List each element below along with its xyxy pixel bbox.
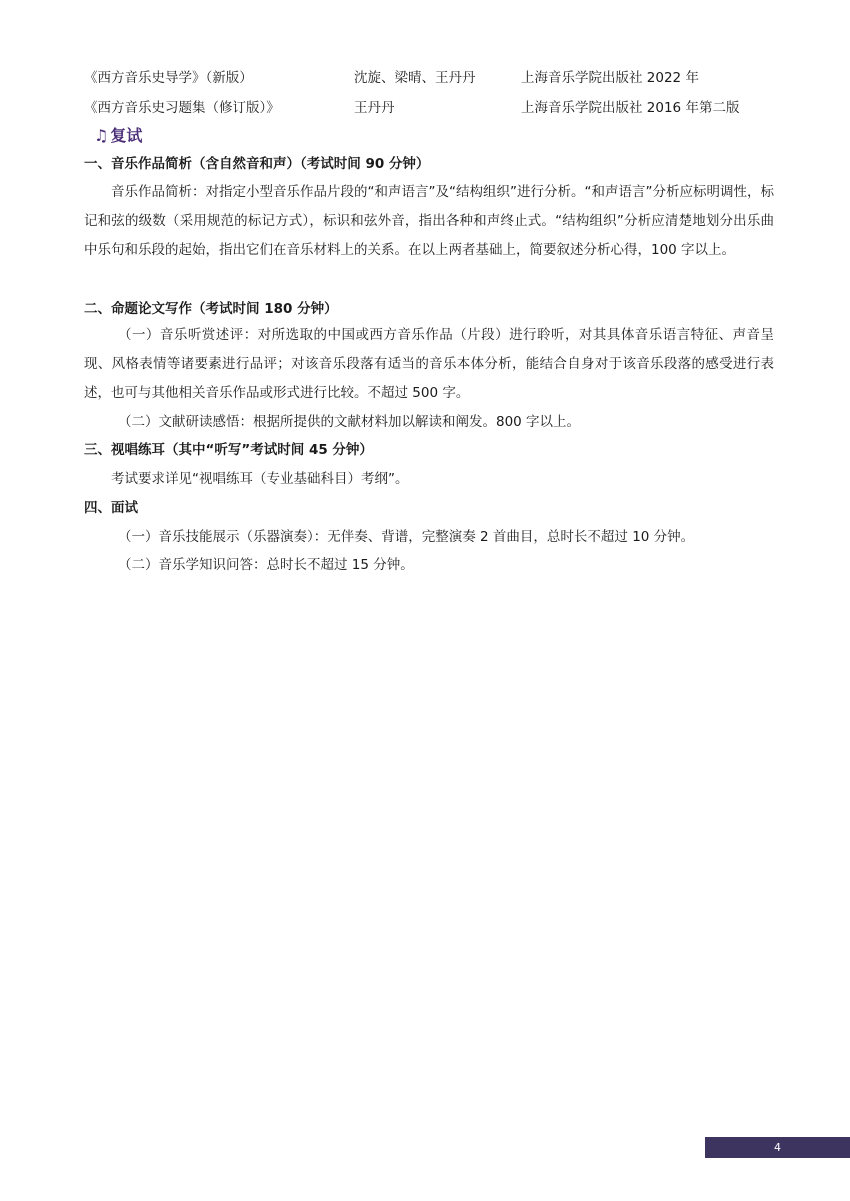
- essay-item-literature-reading: （二）文献研读感悟：根据所提供的文献材料加以解读和阐发。800 字以上。: [118, 414, 581, 430]
- book-row: [84, 96, 784, 120]
- section-heading-interview: 四、面试: [84, 500, 138, 516]
- analysis-paragraph: 音乐作品简析：对指定小型音乐作品片段的“和声语言”及“结构组织”进行分析。“和声语言”分析应标明调性，标记和弦的级数（采用规范的标记方式），标识和弦外音，指出各种和声终止式。“结构组织”分析应清楚地划分出乐曲中乐句和乐段的起始，指出它们在音乐材料上的关系。在以上两者基础上，简要叙述分析心得，100 字以上。: [84, 184, 774, 258]
- page-number-bar: [705, 1137, 850, 1158]
- page-number: 4: [774, 1141, 781, 1154]
- music-note-icon: ♫: [94, 126, 109, 145]
- book-title: 《西方音乐史导学》（新版）: [84, 70, 253, 86]
- section-heading-analysis: 一、音乐作品简析（含自然音和声）（考试时间 90 分钟）: [84, 156, 430, 172]
- book-publisher: 上海音乐学院出版社 2016 年第二版: [521, 100, 740, 116]
- book-title: 《西方音乐史习题集（修订版）》: [84, 100, 280, 116]
- essay-item-listening-review: （一）音乐听赏述评：对所选取的中国或西方音乐作品（片段）进行聆听，对其具体音乐语言特征、声音呈现、风格表情等诸要素进行品评；对该音乐段落有适当的音乐本体分析，能结合自身对于该音乐段落的感受进行表述，也可与其他相关音乐作品或形式进行比较。不超过 500 字。: [84, 327, 774, 401]
- interview-item-performance: （一）音乐技能展示（乐器演奏）：无伴奏、背谱，完整演奏 2 首曲目，总时长不超过 10 分钟。: [118, 529, 695, 545]
- solfeggio-requirement: 考试要求详见“视唱练耳（专业基础科目）考纲”。: [111, 471, 409, 487]
- book-author: 沈旋、梁晴、王丹丹: [354, 70, 476, 86]
- section-heading-solfeggio: 三、视唱练耳（其中“听写”考试时间 45 分钟）: [84, 442, 373, 458]
- section-heading-essay: 二、命题论文写作（考试时间 180 分钟）: [84, 301, 338, 317]
- book-author: 王丹丹: [354, 100, 395, 116]
- book-row: [84, 66, 784, 90]
- retest-section-title: [94, 124, 142, 148]
- book-publisher: 上海音乐学院出版社 2022 年: [521, 70, 699, 86]
- retest-title-text: 复试: [110, 126, 143, 145]
- interview-item-knowledge-qa: （二）音乐学知识问答：总时长不超过 15 分钟。: [118, 557, 414, 573]
